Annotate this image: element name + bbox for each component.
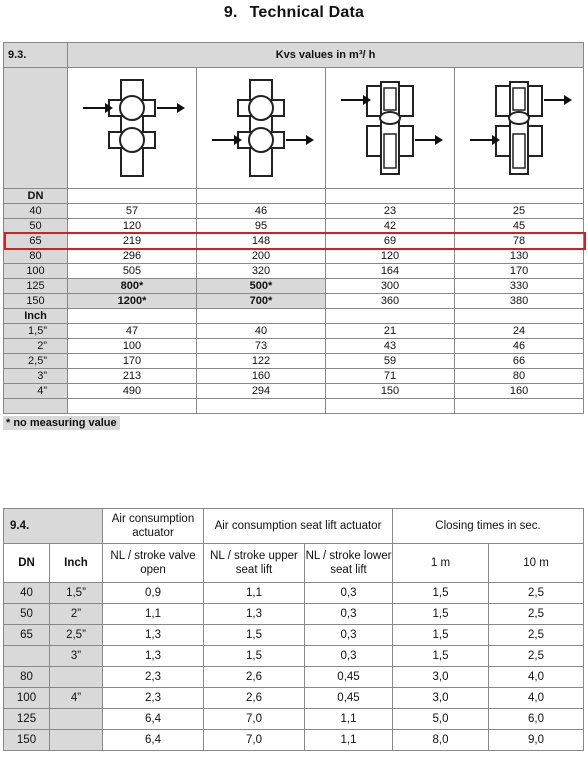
header-air-seat-lift: Air consumption seat lift actuator bbox=[204, 509, 393, 544]
table-row bbox=[4, 667, 584, 688]
kvs-inch-header: Inch bbox=[4, 309, 68, 324]
table-row bbox=[4, 354, 584, 369]
cell: 800* bbox=[68, 279, 197, 294]
row-label: 2,5” bbox=[4, 354, 68, 369]
cell: 2,3 bbox=[103, 667, 204, 688]
cell: 1,3 bbox=[103, 625, 204, 646]
row-label: 50 bbox=[4, 219, 68, 234]
row-label: 4” bbox=[4, 384, 68, 399]
table-row bbox=[4, 625, 584, 646]
cell: 0,45 bbox=[305, 688, 393, 709]
cell: 122 bbox=[197, 354, 326, 369]
cell: 1,5 bbox=[204, 646, 305, 667]
table-row bbox=[4, 279, 584, 294]
table-row bbox=[4, 583, 584, 604]
cell bbox=[4, 646, 50, 667]
cell: 0,3 bbox=[305, 583, 393, 604]
kvs-image-label-cell bbox=[4, 68, 68, 189]
cell: 4” bbox=[50, 688, 103, 709]
cell: 120 bbox=[326, 249, 455, 264]
cell: 25 bbox=[455, 204, 584, 219]
table-row bbox=[4, 646, 584, 667]
cell: 100 bbox=[68, 339, 197, 354]
cell: 2,3 bbox=[103, 688, 204, 709]
row-label: 3” bbox=[4, 369, 68, 384]
table-row bbox=[4, 604, 584, 625]
cell: 2,5” bbox=[50, 625, 103, 646]
cell: 95 bbox=[197, 219, 326, 234]
header-nl-open: NL / stroke valve open bbox=[103, 544, 204, 583]
cell: 2,6 bbox=[204, 688, 305, 709]
cell bbox=[50, 730, 103, 751]
page-title-text: Technical Data bbox=[249, 4, 365, 21]
cell: 23 bbox=[326, 204, 455, 219]
header-closing-times: Closing times in sec. bbox=[393, 509, 584, 544]
cell: 219 bbox=[68, 234, 197, 249]
cell: 46 bbox=[455, 339, 584, 354]
row-label: 150 bbox=[4, 294, 68, 309]
cell: 78 bbox=[455, 234, 584, 249]
header-air-actuator: Air consumption actuator bbox=[103, 509, 204, 544]
air-section-number: 9.4. bbox=[4, 509, 103, 544]
cell: 21 bbox=[326, 324, 455, 339]
cell: 294 bbox=[197, 384, 326, 399]
header-nl-lower: NL / stroke lower seat lift bbox=[305, 544, 393, 583]
cell: 125 bbox=[4, 709, 50, 730]
table-row bbox=[4, 688, 584, 709]
cell: 1,5 bbox=[393, 604, 489, 625]
table-row bbox=[4, 339, 584, 354]
cell: 1,1 bbox=[204, 583, 305, 604]
cell: 360 bbox=[326, 294, 455, 309]
cell: 73 bbox=[197, 339, 326, 354]
kvs-table-section bbox=[3, 42, 583, 414]
cell: 4,0 bbox=[489, 688, 584, 709]
air-table bbox=[3, 508, 584, 751]
cell: 150 bbox=[4, 730, 50, 751]
table-row bbox=[4, 324, 584, 339]
cell: 1,3 bbox=[204, 604, 305, 625]
cell: 3” bbox=[50, 646, 103, 667]
cell: 320 bbox=[197, 264, 326, 279]
cell: 100 bbox=[4, 688, 50, 709]
table-row bbox=[4, 249, 584, 264]
cell: 3,0 bbox=[393, 667, 489, 688]
valve-diagram-3 bbox=[326, 68, 455, 189]
cell: 65 bbox=[4, 625, 50, 646]
header-10m: 10 m bbox=[489, 544, 584, 583]
cell: 42 bbox=[326, 219, 455, 234]
cell: 4,0 bbox=[489, 667, 584, 688]
cell bbox=[50, 709, 103, 730]
cell: 148 bbox=[197, 234, 326, 249]
cell: 9,0 bbox=[489, 730, 584, 751]
cell bbox=[50, 667, 103, 688]
table-row bbox=[4, 219, 584, 234]
header-nl-upper: NL / stroke upper seat lift bbox=[204, 544, 305, 583]
cell: 40 bbox=[197, 324, 326, 339]
cell: 0,45 bbox=[305, 667, 393, 688]
cell: 0,3 bbox=[305, 646, 393, 667]
table-row bbox=[4, 384, 584, 399]
kvs-section-number: 9.3. bbox=[4, 43, 68, 68]
cell: 330 bbox=[455, 279, 584, 294]
cell: 160 bbox=[455, 384, 584, 399]
cell: 0,3 bbox=[305, 625, 393, 646]
cell: 1,1 bbox=[305, 730, 393, 751]
table-row bbox=[4, 204, 584, 219]
table-row bbox=[4, 369, 584, 384]
cell: 2,5 bbox=[489, 625, 584, 646]
cell: 170 bbox=[68, 354, 197, 369]
header-1m: 1 m bbox=[393, 544, 489, 583]
cell: 1,5” bbox=[50, 583, 103, 604]
row-label: 100 bbox=[4, 264, 68, 279]
cell: 2” bbox=[50, 604, 103, 625]
cell: 490 bbox=[68, 384, 197, 399]
cell: 1,3 bbox=[103, 646, 204, 667]
cell: 1,5 bbox=[204, 625, 305, 646]
cell: 130 bbox=[455, 249, 584, 264]
cell: 0,3 bbox=[305, 604, 393, 625]
cell: 66 bbox=[455, 354, 584, 369]
cell: 5,0 bbox=[393, 709, 489, 730]
valve-diagram-1 bbox=[68, 68, 197, 189]
cell: 40 bbox=[4, 583, 50, 604]
valve-diagram-4 bbox=[455, 68, 584, 189]
cell: 2,5 bbox=[489, 646, 584, 667]
row-label: 80 bbox=[4, 249, 68, 264]
cell: 300 bbox=[326, 279, 455, 294]
cell: 1,1 bbox=[103, 604, 204, 625]
cell: 1,5 bbox=[393, 625, 489, 646]
table-row bbox=[4, 709, 584, 730]
cell: 2,5 bbox=[489, 604, 584, 625]
cell: 150 bbox=[326, 384, 455, 399]
cell: 200 bbox=[197, 249, 326, 264]
cell: 296 bbox=[68, 249, 197, 264]
cell: 45 bbox=[455, 219, 584, 234]
cell: 69 bbox=[326, 234, 455, 249]
kvs-dn-header: DN bbox=[4, 189, 68, 204]
page-title-number: 9. bbox=[223, 4, 238, 21]
cell: 46 bbox=[197, 204, 326, 219]
cell: 120 bbox=[68, 219, 197, 234]
cell: 700* bbox=[197, 294, 326, 309]
header-inch: Inch bbox=[50, 544, 103, 583]
cell: 80 bbox=[455, 369, 584, 384]
cell: 1,5 bbox=[393, 583, 489, 604]
cell: 500* bbox=[197, 279, 326, 294]
row-label: 125 bbox=[4, 279, 68, 294]
cell: 71 bbox=[326, 369, 455, 384]
cell: 213 bbox=[68, 369, 197, 384]
row-label: 2” bbox=[4, 339, 68, 354]
cell: 505 bbox=[68, 264, 197, 279]
cell: 1,5 bbox=[393, 646, 489, 667]
cell: 50 bbox=[4, 604, 50, 625]
footnote: * no measuring value bbox=[3, 416, 120, 430]
cell: 1,1 bbox=[305, 709, 393, 730]
air-table-section bbox=[3, 508, 583, 751]
cell: 7,0 bbox=[204, 730, 305, 751]
cell: 80 bbox=[4, 667, 50, 688]
kvs-table bbox=[3, 42, 584, 414]
cell: 3,0 bbox=[393, 688, 489, 709]
table-row-highlighted bbox=[4, 234, 584, 249]
row-label: 1,5” bbox=[4, 324, 68, 339]
row-label: 40 bbox=[4, 204, 68, 219]
cell: 6,4 bbox=[103, 730, 204, 751]
cell: 2,5 bbox=[489, 583, 584, 604]
cell: 1200* bbox=[68, 294, 197, 309]
cell: 380 bbox=[455, 294, 584, 309]
cell: 7,0 bbox=[204, 709, 305, 730]
cell: 57 bbox=[68, 204, 197, 219]
kvs-heading: Kvs values in m³/ h bbox=[68, 43, 584, 68]
cell: 170 bbox=[455, 264, 584, 279]
cell: 160 bbox=[197, 369, 326, 384]
cell: 6,0 bbox=[489, 709, 584, 730]
table-row bbox=[4, 264, 584, 279]
cell: 164 bbox=[326, 264, 455, 279]
cell: 59 bbox=[326, 354, 455, 369]
cell: 24 bbox=[455, 324, 584, 339]
cell: 43 bbox=[326, 339, 455, 354]
table-row bbox=[4, 294, 584, 309]
table-row bbox=[4, 730, 584, 751]
cell: 8,0 bbox=[393, 730, 489, 751]
row-label: 65 bbox=[4, 234, 68, 249]
header-dn: DN bbox=[4, 544, 50, 583]
cell: 6,4 bbox=[103, 709, 204, 730]
cell: 0,9 bbox=[103, 583, 204, 604]
valve-diagram-2 bbox=[197, 68, 326, 189]
cell: 2,6 bbox=[204, 667, 305, 688]
cell: 47 bbox=[68, 324, 197, 339]
page-title bbox=[0, 4, 588, 22]
